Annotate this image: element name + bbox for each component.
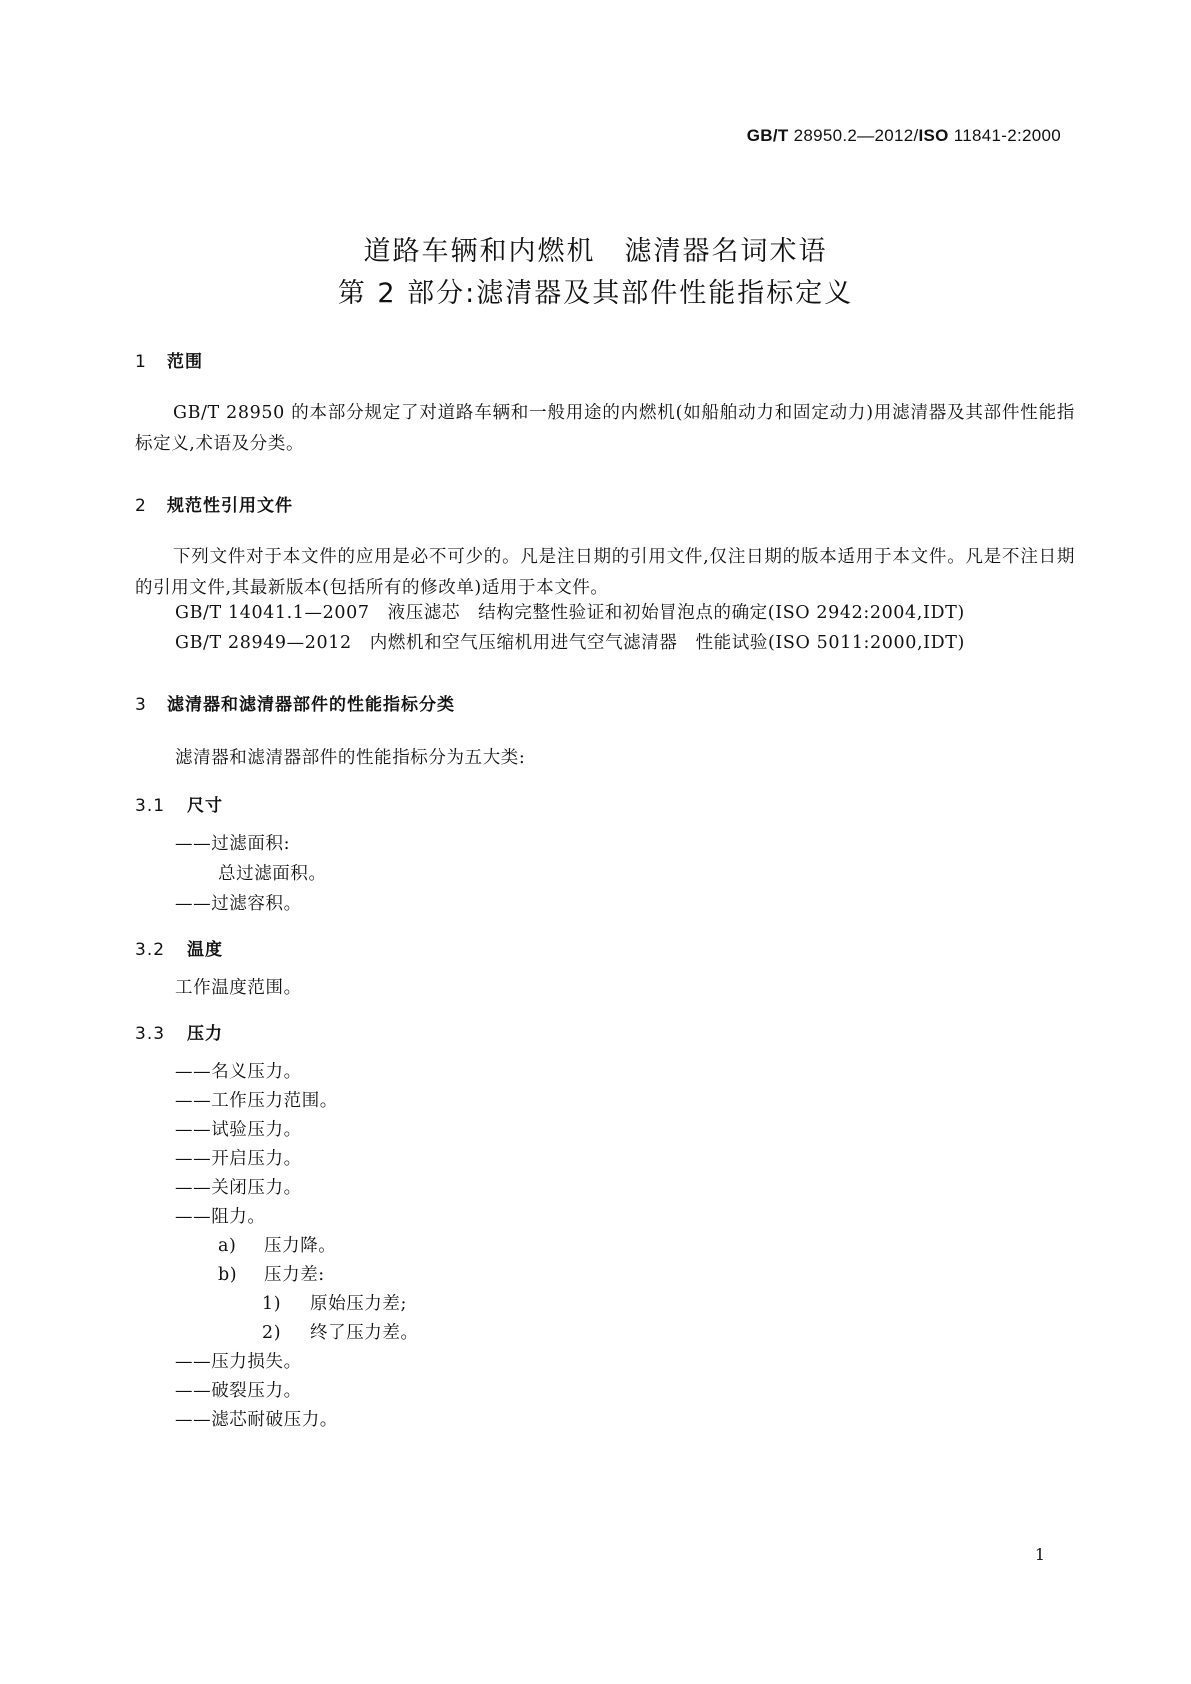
- sub-sub-list-item-2: [262, 1318, 419, 1348]
- list-marker: b): [218, 1265, 238, 1285]
- page-number: 1: [1034, 1545, 1045, 1564]
- list-item: ——开启压力。: [175, 1149, 302, 1169]
- list-marker: 2): [262, 1323, 282, 1343]
- document-title-line-2: 第 2 部分:滤清器及其部件性能指标定义: [337, 278, 854, 309]
- list-item: ——工作压力范围。: [175, 1091, 338, 1111]
- section-3-heading: [135, 690, 455, 715]
- normative-reference-1: GB/T 14041.1—2007 液压滤芯 结构完整性验证和初始冒泡点的确定(ISO 2942:2004,IDT): [175, 603, 965, 623]
- list-item: ——过滤面积:: [175, 834, 291, 854]
- list-item: ——破裂压力。: [175, 1381, 302, 1401]
- list-marker: a): [218, 1236, 237, 1256]
- sub-list-item-b: [218, 1260, 325, 1290]
- section-number: 1: [135, 352, 147, 372]
- section-1-heading: [135, 347, 203, 372]
- section-number: 3.2: [135, 940, 166, 960]
- subsection-3-2-heading: [135, 935, 223, 960]
- section-number: 3: [135, 695, 147, 715]
- list-text: 压力降。: [264, 1236, 337, 1256]
- sub-list-item-a: [218, 1231, 336, 1261]
- section-title: 规范性引用文件: [167, 496, 293, 516]
- subsection-3-1-heading: [135, 791, 223, 816]
- list-marker: 1): [262, 1294, 282, 1314]
- list-text: 终了压力差。: [310, 1323, 419, 1343]
- section-number: 3.3: [135, 1024, 166, 1044]
- list-text: 原始压力差;: [310, 1294, 407, 1314]
- std-code-part: 11841-2:2000: [948, 126, 1061, 145]
- section-3-paragraph: 滤清器和滤清器部件的性能指标分为五大类:: [175, 748, 526, 768]
- sub-sub-list-item-1: [262, 1289, 407, 1319]
- section-2-heading: [135, 491, 293, 516]
- std-code-part: 28950.2—2012/: [788, 126, 919, 145]
- list-item: ——过滤容积。: [175, 894, 302, 914]
- normative-reference-2: GB/T 28949—2012 内燃机和空气压缩机用进气空气滤清器 性能试验(ISO 5011:2000,IDT): [175, 633, 965, 653]
- std-code-part: GB/T: [746, 126, 789, 145]
- section-title: 范围: [167, 352, 203, 372]
- list-text: 压力差:: [264, 1265, 325, 1285]
- list-item: ——关闭压力。: [175, 1178, 302, 1198]
- section-title: 尺寸: [187, 796, 223, 816]
- list-item: ——阻力。: [175, 1207, 266, 1227]
- list-item: ——压力损失。: [175, 1352, 302, 1372]
- section-number: 2: [135, 496, 147, 516]
- list-item: 总过滤面积。: [218, 864, 327, 884]
- section-title: 压力: [187, 1024, 223, 1044]
- document-title-line-1: 道路车辆和内燃机 滤清器名词术语: [363, 236, 828, 267]
- section-number: 3.1: [135, 796, 166, 816]
- subsection-3-3-heading: [135, 1019, 223, 1044]
- section-1-paragraph: GB/T 28950 的本部分规定了对道路车辆和一般用途的内燃机(如船舶动力和固定动力)用滤清器及其部件性能指标定义,术语及分类。: [135, 403, 1075, 454]
- list-item: ——名义压力。: [175, 1062, 302, 1082]
- list-item: ——滤芯耐破压力。: [175, 1410, 338, 1430]
- list-item: ——试验压力。: [175, 1120, 302, 1140]
- section-title: 温度: [187, 940, 223, 960]
- std-code-part: ISO: [918, 126, 949, 145]
- section-title: 滤清器和滤清器部件的性能指标分类: [167, 695, 455, 715]
- section-2-paragraph: 下列文件对于本文件的应用是必不可少的。凡是注日期的引用文件,仅注日期的版本适用于本文件。凡是不注日期的引用文件,其最新版本(包括所有的修改单)适用于本文件。: [135, 547, 1075, 598]
- standard-code: [747, 126, 1061, 146]
- list-item: 工作温度范围。: [175, 978, 302, 998]
